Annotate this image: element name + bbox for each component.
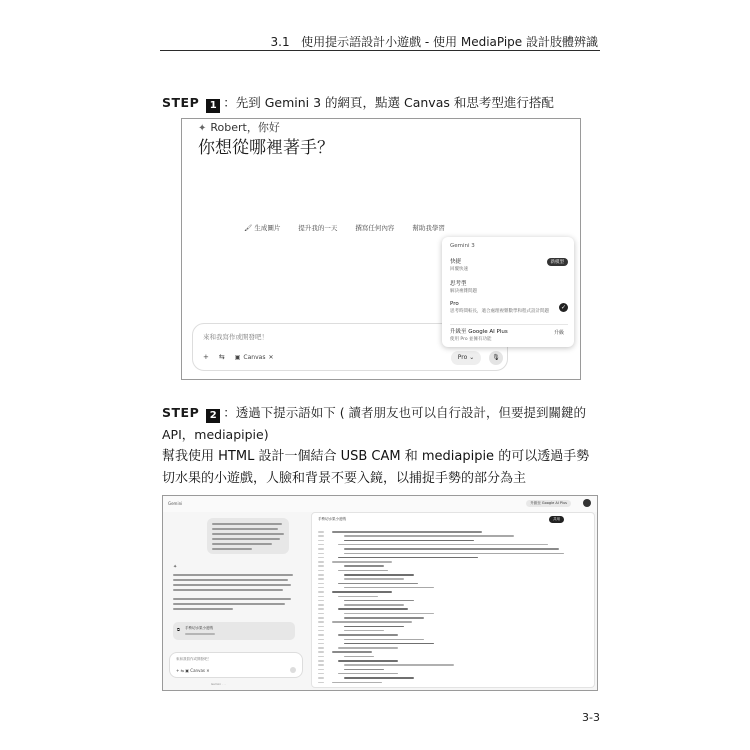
chip-write[interactable]: 撰寫任何內容	[355, 224, 395, 232]
code-line	[338, 596, 378, 598]
line-number	[318, 677, 324, 679]
header-title	[271, 33, 598, 50]
code-line	[344, 574, 414, 576]
line-number	[318, 531, 324, 533]
code-line	[338, 660, 398, 662]
line-number	[318, 656, 324, 658]
code-line	[344, 669, 384, 671]
step-number-badge: 2	[206, 409, 220, 423]
code-line	[344, 677, 414, 679]
chip-image[interactable]: 🖌 生成圖片	[244, 224, 281, 232]
line-number	[318, 647, 324, 649]
line-number	[318, 561, 324, 563]
line-number	[318, 660, 324, 662]
gemini-canvas-screenshot	[162, 495, 598, 691]
chat-panel	[163, 512, 308, 691]
code-line	[344, 540, 474, 542]
code-line	[338, 647, 398, 649]
canvas-file-card[interactable]: ⧉ 手勢切水果小遊戲	[173, 622, 295, 640]
code-line	[338, 634, 398, 636]
step-label: STEP	[162, 405, 200, 420]
line-number	[318, 553, 324, 555]
line-number	[318, 544, 324, 546]
code-line	[338, 544, 548, 546]
model-menu	[442, 237, 574, 347]
step-label: STEP	[162, 95, 200, 110]
line-number	[318, 535, 324, 537]
running-header	[160, 25, 600, 51]
canvas-chip[interactable]: ▣ Canvas ✕	[234, 353, 274, 361]
code-line	[332, 651, 372, 653]
step-text: ：先到 Gemini 3 的網頁，點選 Canvas 和思考型進行搭配	[223, 95, 554, 110]
step-text: ：透過下提示語如下 ( 讀者朋友也可以自行設計，但要提到關鍵的 API，mediapipie)	[162, 405, 587, 442]
gemini-home-screenshot	[181, 118, 581, 380]
code-line	[344, 630, 384, 632]
code-canvas-panel	[311, 512, 595, 688]
upgrade-link[interactable]: 升級	[553, 330, 564, 336]
code-line	[338, 557, 478, 559]
new-model-badge: 新模型	[547, 258, 569, 266]
step-1	[162, 93, 554, 113]
line-number	[318, 626, 324, 628]
top-bar	[163, 496, 597, 512]
code-line	[338, 608, 408, 610]
line-number	[318, 664, 324, 666]
line-number	[318, 591, 324, 593]
code-line	[344, 643, 434, 645]
menu-header: Gemini 3	[450, 243, 475, 249]
code-line	[338, 673, 398, 675]
code-line	[332, 591, 392, 593]
main-question: 你想從哪裡著手？	[198, 138, 334, 158]
line-number	[318, 669, 324, 671]
line-number	[318, 634, 324, 636]
code-line	[338, 583, 418, 585]
code-line	[344, 664, 454, 666]
mic-icon[interactable]: 🎙	[489, 351, 503, 365]
add-icon[interactable]: +	[203, 353, 209, 361]
upgrade-button[interactable]: 升級至 Google AI Plus	[526, 500, 571, 507]
code-line	[344, 535, 514, 537]
section-number: 3.1	[270, 35, 290, 49]
line-number	[318, 621, 324, 623]
code-line	[332, 621, 412, 623]
model-selector-button[interactable]: Pro ⌄	[451, 351, 481, 365]
line-number	[318, 557, 324, 559]
code-line	[344, 604, 404, 606]
line-number	[318, 596, 324, 598]
canvas-chip[interactable]: + ⇆ ▣ Canvas ✕	[176, 668, 210, 673]
code-line	[344, 639, 424, 641]
tools-icon[interactable]: ⇆	[218, 353, 225, 361]
code-line	[344, 626, 404, 628]
line-number	[318, 651, 324, 653]
greeting: ✦ Robert，你好	[198, 121, 280, 134]
code-line	[344, 565, 384, 567]
code-line	[344, 587, 434, 589]
suggestion-chips	[244, 223, 445, 232]
line-number	[318, 682, 324, 684]
app-title: Gemini	[168, 501, 183, 506]
line-number	[318, 639, 324, 641]
line-number	[318, 578, 324, 580]
step-2	[162, 402, 602, 446]
share-button[interactable]: 共用	[549, 516, 564, 523]
code-icon: ⧉	[177, 627, 180, 632]
line-number	[318, 574, 324, 576]
code-line	[344, 600, 414, 602]
line-number	[318, 630, 324, 632]
code-line	[332, 531, 482, 533]
page-number: 3-3	[582, 711, 600, 724]
mic-icon[interactable]	[290, 667, 296, 673]
line-number	[318, 617, 324, 619]
sparkle-icon: ✦	[173, 564, 178, 570]
check-icon: ✓	[560, 304, 567, 311]
line-number	[318, 565, 324, 567]
code-line	[344, 553, 564, 555]
close-icon[interactable]: ✕	[268, 353, 274, 361]
code-line	[338, 570, 388, 572]
prompt-placeholder: 來和我寫作或開發吧！	[203, 333, 268, 341]
line-number	[318, 587, 324, 589]
line-number	[318, 673, 324, 675]
line-number	[318, 608, 324, 610]
response-text	[173, 574, 293, 576]
menu-item-fast[interactable]: 快捷 回覆快速 新模型	[450, 257, 568, 272]
code-line	[344, 656, 374, 658]
line-number	[318, 600, 324, 602]
line-number	[318, 583, 324, 585]
line-number	[318, 548, 324, 550]
line-number	[318, 604, 324, 606]
user-message-bubble	[207, 518, 289, 554]
line-number	[318, 643, 324, 645]
chat-input[interactable]: 來和我寫作或開發吧！ + ⇆ ▣ Canvas ✕	[169, 652, 303, 678]
avatar[interactable]	[583, 499, 591, 507]
code-line	[332, 561, 392, 563]
sparkle-icon: ✦	[198, 123, 207, 134]
code-line	[332, 682, 382, 684]
line-number	[318, 570, 324, 572]
chip-day[interactable]: 提升我的一天	[298, 224, 338, 232]
menu-item-thinking[interactable]: 思考型 解決複雜問題	[450, 281, 477, 294]
prompt-tools	[203, 353, 273, 361]
code-line	[344, 617, 424, 619]
canvas-tab-title: 手勢切水果小遊戲	[318, 517, 346, 521]
chip-learn[interactable]: 幫助我學習	[412, 224, 445, 232]
line-number	[318, 613, 324, 615]
menu-item-upgrade[interactable]: 升級至 Google AI Plus 使用 Pro 並擁有功能 升級	[450, 329, 564, 342]
code-line	[344, 613, 434, 615]
menu-divider	[450, 324, 568, 325]
step-number-badge: 1	[206, 99, 220, 113]
code-line	[344, 578, 404, 580]
prompt-paragraph: 幫我使用 HTML 設計一個結合 USB CAM 和 mediapipie 的可以透過手勢切水果的小遊戲，人臉和背景不要入鏡，以捕捉手勢的部分為主	[162, 449, 590, 486]
menu-item-pro[interactable]: Pro 思考時間較長，適合處理複雜數學和程式設計問題 ✓	[450, 301, 567, 314]
chapter-title: 使用提示語設計小遊戲 - 使用 MediaPipe 設計肢體辨識	[301, 35, 598, 49]
canvas-icon: ▣	[234, 353, 241, 361]
disclaimer: Gemini · · ·	[211, 682, 227, 686]
code-line	[344, 548, 559, 550]
line-number	[318, 540, 324, 542]
